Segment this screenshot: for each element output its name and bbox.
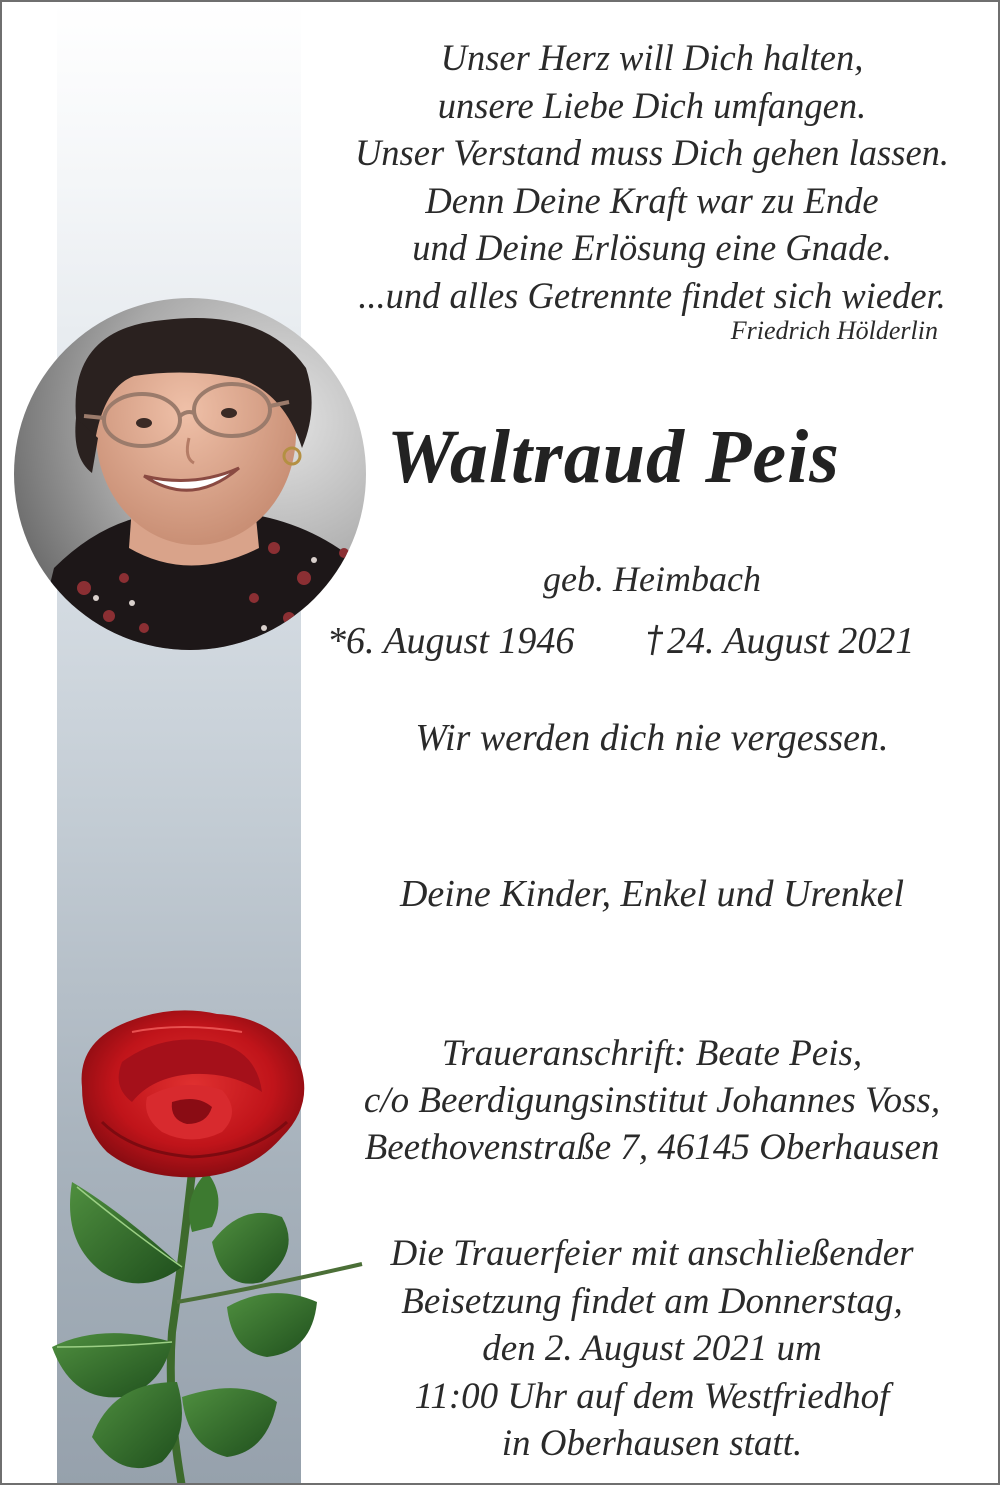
ceremony-info <box>302 1230 1000 1468</box>
birth-date: *6. August 1946 <box>327 620 575 662</box>
ceremony-line: den 2. August 2021 um <box>482 1328 822 1369</box>
ceremony-line: Die Trauerfeier mit anschließender <box>390 1233 914 1274</box>
birth-name: geb. Heimbach <box>543 559 761 599</box>
ceremony-line: 11:00 Uhr auf dem Westfriedhof <box>414 1375 890 1417</box>
ceremony-line: in Oberhausen statt. <box>501 1423 803 1464</box>
poem-line: Denn Deine Kraft war zu Ende <box>425 179 879 221</box>
address-line: Beethovenstraße 7, 46145 Oberhausen <box>364 1127 940 1168</box>
address-line: Traueranschrift: Beate Peis, <box>441 1033 863 1074</box>
poem-author: Friedrich Hölderlin <box>730 316 938 345</box>
poem-line: unsere Liebe Dich umfangen. <box>437 84 867 126</box>
death-date: 24. August 2021 <box>667 620 915 662</box>
cross-icon <box>645 623 665 657</box>
poem-line: ...und alles Getrennte findet sich wieder. <box>358 274 946 316</box>
address-line: c/o Beerdigungsinstitut Johannes Voss, <box>363 1080 941 1121</box>
poem-line: und Deine Erlösung eine Gnade. <box>412 227 892 269</box>
poem <box>302 34 1000 320</box>
tagline: Wir werden dich nie vergessen. <box>415 717 889 759</box>
deceased-name: Waltraud Peis <box>387 415 840 499</box>
red-rose-icon <box>42 1002 372 1485</box>
ceremony-line: Beisetzung findet am Donnerstag, <box>401 1280 903 1322</box>
poem-line: Unser Verstand muss Dich gehen lassen. <box>354 132 950 174</box>
poem-line: Unser Herz will Dich halten, <box>440 37 864 78</box>
mourners: Deine Kinder, Enkel und Urenkel <box>399 873 905 915</box>
mourning-address <box>302 1030 1000 1171</box>
death-date-wrap <box>645 619 914 663</box>
